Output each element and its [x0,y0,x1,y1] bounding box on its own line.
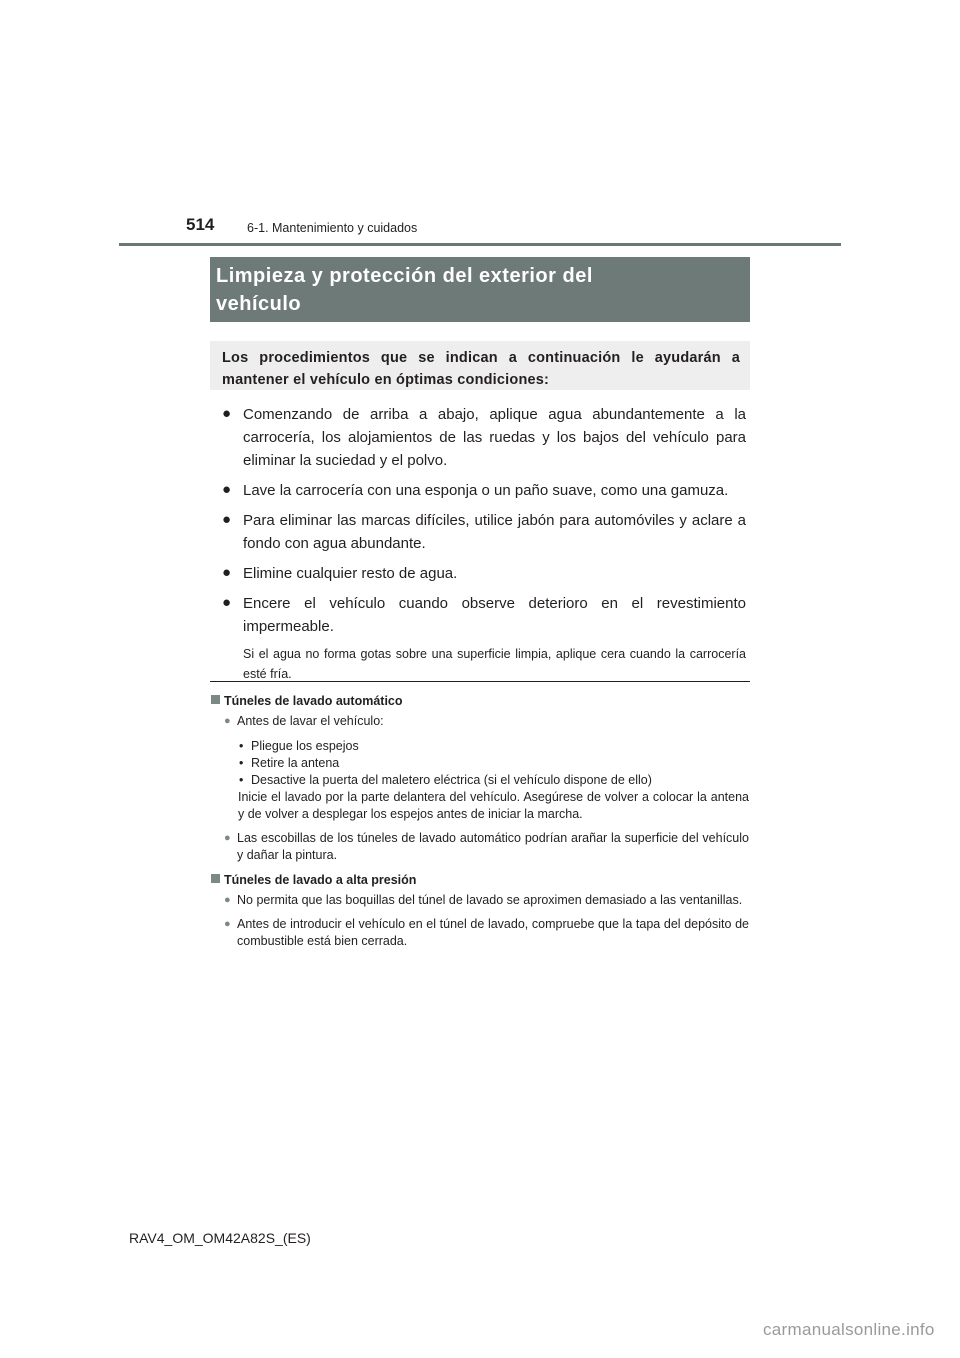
bullet-icon: ● [222,594,232,611]
intro-text: Los procedimientos que se indican a continuación le ayudarán a mantener el vehículo en óptimas condiciones: [222,350,740,388]
title-line-2: vehículo [216,293,302,315]
note-item [211,892,749,909]
list-item [222,509,746,555]
high-pressure-heading [211,871,749,889]
section-title: 6-1. Mantenimiento y cuidados [247,221,418,235]
dash-list [237,738,749,789]
note-item-text: Antes de introducir el vehículo en el túnel de lavado, compruebe que la tapa del depósito de combustible está bien cerrada. [237,917,749,948]
header-rule [119,243,841,246]
note-item [211,916,749,950]
dash-item [239,755,749,772]
bullet-icon: ● [222,481,232,498]
page-number: 514 [186,215,215,234]
list-item [222,403,746,472]
section-divider [210,681,750,682]
dash-bullet-icon: • [239,739,244,753]
dash-item [239,772,749,789]
list-item-text: Elimine cualquier resto de agua. [243,565,458,582]
dash-bullet-icon: • [239,756,244,770]
note-item-text: Las escobillas de los túneles de lavado automático podrían arañar la superficie del vehículo y dañar la pintura. [237,831,749,862]
wax-note: Si el agua no forma gotas sobre una superficie limpia, aplique cera cuando la carrocería esté fría. [243,647,746,681]
watermark: carmanualsonline.info [763,1320,935,1339]
dot-bullet-icon: ● [224,894,231,906]
dash-item-text: Retire la antena [251,756,340,770]
list-item-text: Comenzando de arriba a abajo, aplique agua abundantemente a la carrocería, los alojamientos de las ruedas y los bajos del vehículo para eliminar la suciedad y el polvo. [243,406,746,469]
bullet-icon: ● [222,405,232,422]
heading-text: Túneles de lavado a alta presión [224,873,417,887]
dash-bullet-icon: • [239,773,244,787]
list-item [222,479,746,502]
dash-item-text: Desactive la puerta del maletero eléctrica (si el vehículo dispone de ello) [251,773,652,787]
square-bullet-icon [211,874,220,883]
dash-item-text: Pliegue los espejos [251,739,359,753]
square-bullet-icon [211,695,220,704]
list-item [222,592,746,684]
auto-wash-heading [211,692,749,710]
note-item [211,830,749,864]
continuation-text: Inicie el lavado por la parte delantera del vehículo. Asegúrese de volver a colocar la antena y de volver a desplegar los espejos antes de iniciar la marcha. [238,790,749,821]
note-item-text: No permita que las boquillas del túnel de lavado se aproximen demasiado a las ventanillas. [237,893,743,907]
dot-bullet-icon: ● [224,832,231,844]
bullet-icon: ● [222,564,232,581]
notes-section [211,692,749,957]
dot-bullet-icon: ● [224,715,231,727]
main-list [222,403,746,691]
footer-code: RAV4_OM_OM42A82S_(ES) [129,1230,311,1246]
list-item-text: Lave la carrocería con una esponja o un paño suave, como una gamuza. [243,482,729,499]
list-item [222,562,746,585]
heading-text: Túneles de lavado automático [224,694,403,708]
list-item-text: Para eliminar las marcas difíciles, utilice jabón para automóviles y aclare a fondo con agua abundante. [243,512,746,552]
title-line-1: Limpieza y protección del exterior del [216,265,593,287]
dash-item [239,738,749,755]
list-item-text: Encere el vehículo cuando observe deterioro en el revestimiento impermeable. [243,595,746,635]
intro-box [210,341,750,390]
note-item-text: Antes de lavar el vehículo: [237,714,384,728]
title-box [210,257,750,322]
note-item [211,713,749,789]
bullet-icon: ● [222,511,232,528]
dot-bullet-icon: ● [224,918,231,930]
